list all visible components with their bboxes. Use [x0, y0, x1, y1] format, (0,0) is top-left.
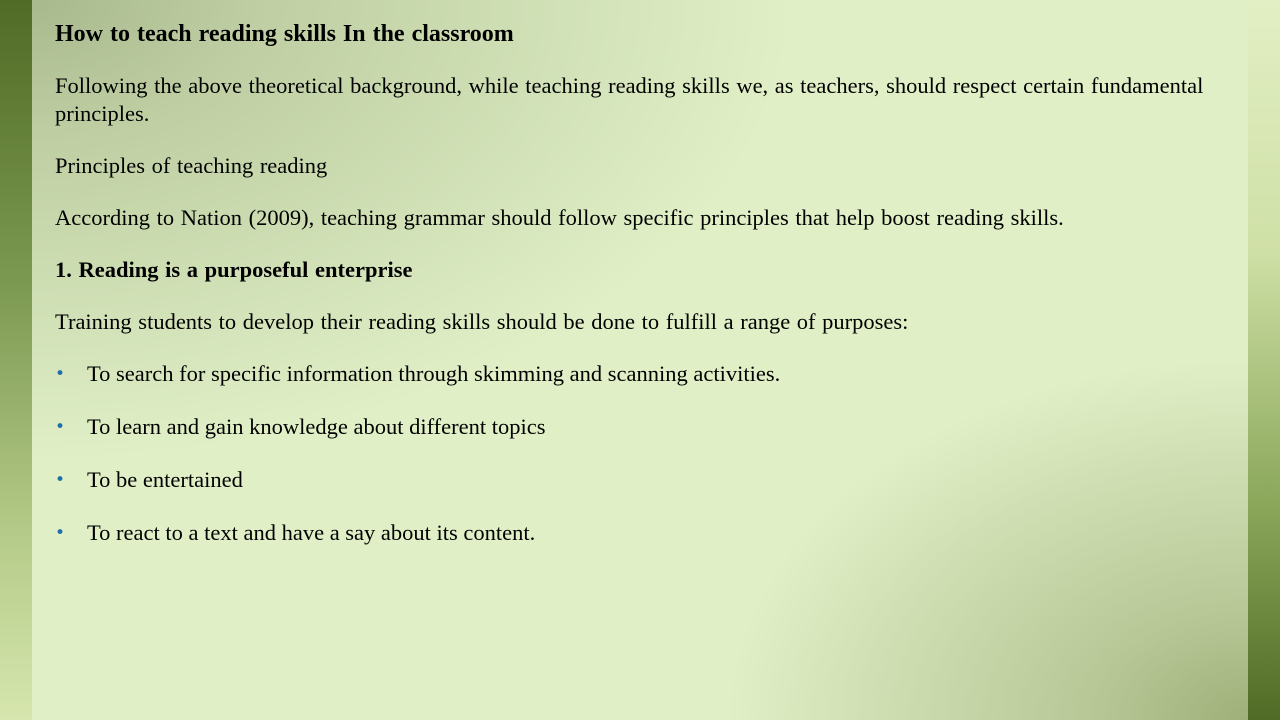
principle-intro-paragraph: Training students to develop their reading skills should be done to fulfill a range of purposes: [55, 309, 909, 334]
bullet-item [55, 360, 1205, 388]
intro-paragraph: Following the above theoretical background, while teaching reading skills we, as teachers, should respect certain fundamental principles. [55, 73, 1204, 126]
bullet-text: To learn and gain knowledge about different topics [87, 414, 546, 439]
bullet-text: To search for specific information through skimming and scanning activities. [87, 361, 781, 386]
bullet-dot-icon: • [55, 417, 66, 437]
bullet-item [55, 466, 1205, 494]
principle-heading: 1. Reading is a purposeful enterprise [55, 257, 413, 282]
purpose-bullet-list [55, 360, 1205, 547]
bullet-item [55, 519, 1205, 547]
slide-canvas [32, 0, 1248, 720]
slide-content [55, 18, 1205, 572]
bullet-text: To react to a text and have a say about its content. [87, 520, 536, 545]
bullet-dot-icon: • [55, 523, 66, 543]
bullet-dot-icon: • [55, 364, 66, 384]
bullet-item [55, 413, 1205, 441]
left-decorative-bar [0, 0, 32, 720]
bullet-dot-icon: • [55, 470, 66, 490]
citation-paragraph: According to Nation (2009), teaching grammar should follow specific principles that help boost reading skills. [55, 205, 1064, 230]
principles-subheading: Principles of teaching reading [55, 153, 328, 178]
slide-title: How to teach reading skills In the classroom [55, 21, 514, 47]
right-decorative-bar [1248, 0, 1280, 720]
bullet-text: To be entertained [87, 467, 243, 492]
